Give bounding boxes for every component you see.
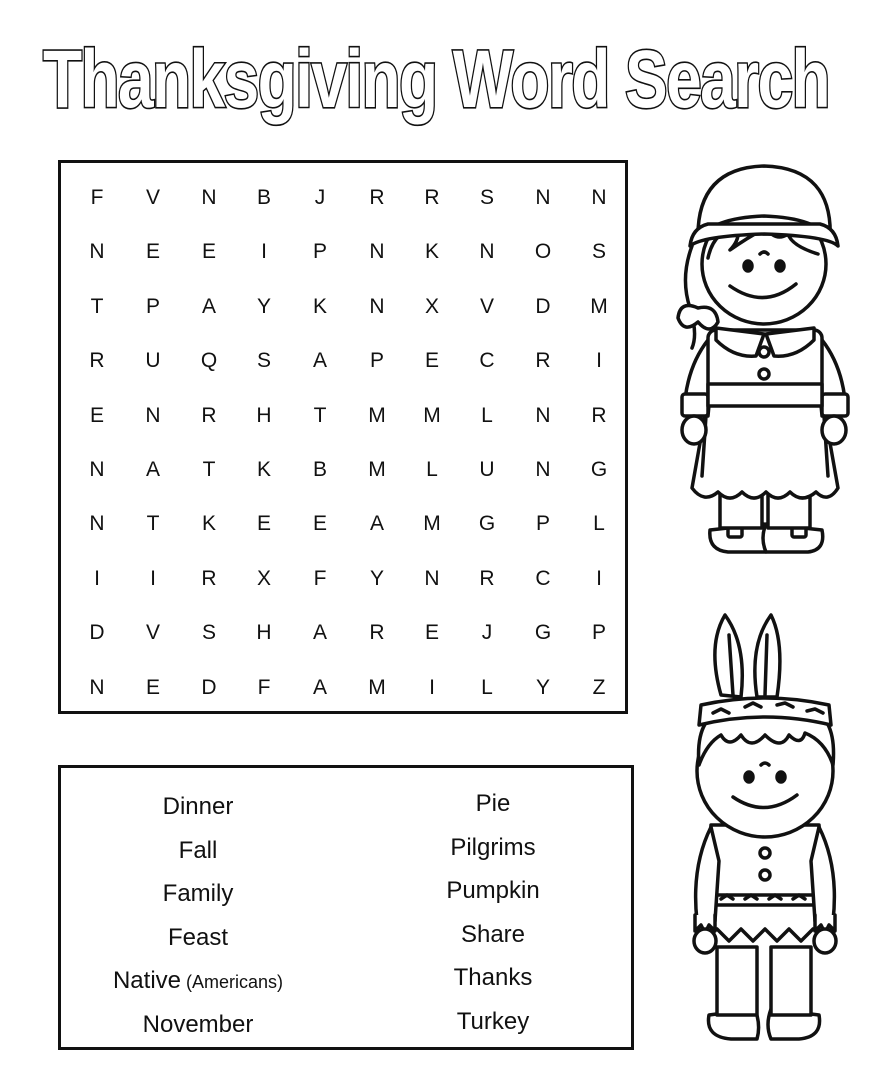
grid-letter: N bbox=[479, 240, 495, 264]
grid-letter: A bbox=[201, 294, 216, 318]
word-list-item bbox=[58, 1003, 338, 1047]
grid-letter: G bbox=[478, 512, 496, 536]
grid-letter: I bbox=[596, 566, 602, 590]
grid-letter: Y bbox=[256, 294, 271, 318]
grid-letter: A bbox=[145, 458, 160, 481]
word-label: Share bbox=[460, 920, 526, 948]
grid-letter: N bbox=[424, 566, 440, 590]
grid-letter: T bbox=[313, 403, 327, 427]
word-list-item bbox=[58, 785, 338, 829]
grid-letter: V bbox=[145, 621, 160, 645]
grid-letter: L bbox=[481, 403, 493, 427]
word-label: Family bbox=[162, 880, 234, 908]
grid-letter: I bbox=[596, 349, 602, 373]
grid-letter: V bbox=[479, 294, 494, 318]
word-label: Fall bbox=[178, 836, 218, 864]
grid-row bbox=[61, 509, 625, 539]
word-label: Thanks bbox=[453, 964, 533, 992]
grid-row bbox=[61, 237, 625, 267]
grid-letter: K bbox=[201, 512, 216, 536]
grid-letter: A bbox=[312, 349, 327, 373]
word-label: Native bbox=[112, 967, 181, 995]
letter-grid bbox=[58, 160, 628, 714]
grid-letter: E bbox=[145, 240, 160, 264]
grid-letter: G bbox=[590, 458, 608, 481]
word-list-right-column bbox=[353, 782, 633, 1044]
grid-letter: D bbox=[89, 621, 105, 645]
grid-letter: C bbox=[479, 349, 495, 373]
grid-letter: I bbox=[150, 566, 156, 590]
grid-letter: E bbox=[89, 403, 104, 427]
grid-row bbox=[61, 618, 625, 648]
grid-row bbox=[61, 673, 625, 703]
grid-letter: K bbox=[424, 240, 439, 264]
grid-letter: P bbox=[591, 621, 606, 645]
word-label: Dinner bbox=[162, 793, 234, 820]
grid-letter: T bbox=[90, 294, 104, 318]
grid-letter: N bbox=[535, 186, 551, 209]
grid-letter: N bbox=[591, 186, 607, 209]
grid-letter: U bbox=[145, 349, 161, 373]
grid-letter: N bbox=[145, 403, 161, 427]
grid-letter: G bbox=[534, 621, 552, 645]
grid-letter: C bbox=[535, 566, 551, 590]
grid-letter: D bbox=[535, 294, 551, 318]
grid-letter: N bbox=[535, 403, 551, 427]
word-list-left-column bbox=[58, 785, 338, 1047]
word-list bbox=[58, 765, 634, 1050]
grid-letter: A bbox=[369, 512, 384, 536]
word-list-item bbox=[353, 782, 633, 826]
grid-row bbox=[61, 346, 625, 376]
grid-letter: X bbox=[424, 294, 439, 318]
grid-row bbox=[61, 564, 625, 594]
grid-row bbox=[61, 455, 625, 485]
grid-row bbox=[61, 292, 625, 322]
grid-letter: Y bbox=[369, 566, 384, 590]
grid-letter: R bbox=[201, 566, 217, 590]
grid-letter: E bbox=[201, 240, 216, 264]
grid-letter: R bbox=[369, 186, 385, 209]
grid-letter: R bbox=[591, 403, 607, 427]
word-list-item bbox=[353, 913, 633, 957]
grid-letter: I bbox=[261, 240, 267, 264]
grid-letter: S bbox=[591, 240, 606, 264]
grid-letter: D bbox=[201, 675, 217, 699]
grid-letter: M bbox=[423, 512, 441, 536]
grid-letter: K bbox=[256, 458, 271, 481]
word-note: (Americans) bbox=[181, 972, 284, 993]
grid-letter: T bbox=[202, 458, 216, 481]
grid-letter: J bbox=[314, 186, 326, 209]
grid-letter: P bbox=[312, 240, 327, 264]
native-boy-illustration bbox=[685, 605, 845, 1045]
grid-letter: L bbox=[426, 458, 438, 481]
word-label: Pie bbox=[475, 790, 511, 817]
word-list-item bbox=[58, 872, 338, 916]
word-list-item bbox=[58, 829, 338, 873]
grid-letter: R bbox=[424, 186, 440, 209]
grid-letter: N bbox=[89, 675, 105, 699]
word-list-item bbox=[353, 1000, 633, 1044]
word-label: November bbox=[142, 1010, 254, 1038]
grid-letter: S bbox=[201, 621, 216, 645]
grid-letter: R bbox=[535, 349, 551, 373]
grid-letter: N bbox=[369, 240, 385, 264]
grid-letter: L bbox=[593, 512, 605, 536]
grid-letter: Y bbox=[535, 675, 550, 699]
grid-row bbox=[61, 401, 625, 431]
grid-letter: B bbox=[256, 186, 271, 209]
grid-letter: M bbox=[590, 294, 608, 318]
grid-letter: M bbox=[423, 403, 441, 427]
grid-letter: H bbox=[256, 403, 272, 427]
grid-letter: Z bbox=[592, 675, 606, 699]
grid-letter: R bbox=[89, 349, 105, 373]
grid-letter: M bbox=[368, 403, 386, 427]
grid-letter: N bbox=[369, 294, 385, 318]
grid-letter: J bbox=[481, 621, 493, 645]
grid-letter: E bbox=[424, 621, 439, 645]
grid-letter: N bbox=[201, 186, 217, 209]
grid-letter: R bbox=[369, 621, 385, 645]
grid-letter: Q bbox=[200, 349, 218, 373]
grid-letter: E bbox=[312, 512, 327, 536]
grid-letter: M bbox=[368, 675, 386, 699]
grid-letter: N bbox=[535, 458, 551, 481]
grid-row bbox=[61, 183, 625, 213]
page-title bbox=[0, 0, 886, 130]
grid-letter: B bbox=[312, 458, 327, 481]
grid-letter: N bbox=[89, 458, 105, 481]
grid-letter: P bbox=[145, 294, 160, 318]
grid-letter: T bbox=[146, 512, 160, 536]
word-label: Pilgrims bbox=[450, 833, 536, 861]
grid-letter: F bbox=[90, 186, 104, 209]
grid-letter: H bbox=[256, 621, 272, 645]
grid-letter: P bbox=[535, 512, 550, 536]
word-list-item bbox=[58, 959, 338, 1003]
grid-letter: O bbox=[534, 240, 552, 264]
word-label: Turkey bbox=[456, 1007, 530, 1035]
grid-letter: E bbox=[424, 349, 439, 373]
grid-letter: M bbox=[368, 458, 386, 481]
grid-letter: U bbox=[479, 458, 495, 481]
grid-letter: F bbox=[313, 566, 327, 590]
grid-letter: S bbox=[256, 349, 271, 373]
word-list-item bbox=[58, 916, 338, 960]
grid-letter: I bbox=[429, 675, 435, 699]
pilgrim-girl-illustration bbox=[668, 158, 858, 560]
grid-letter: E bbox=[256, 512, 271, 536]
word-label: Feast bbox=[167, 923, 229, 951]
grid-letter: F bbox=[257, 675, 271, 699]
grid-letter: L bbox=[481, 675, 493, 699]
grid-letter: A bbox=[312, 621, 327, 645]
grid-letter: R bbox=[479, 566, 495, 590]
page-title-text: Thanksgiving Word Search bbox=[43, 34, 829, 125]
word-list-item bbox=[353, 869, 633, 913]
grid-letter: E bbox=[145, 675, 160, 699]
grid-letter: X bbox=[256, 566, 271, 590]
word-list-item bbox=[353, 826, 633, 870]
grid-letter: R bbox=[201, 403, 217, 427]
grid-letter: N bbox=[89, 240, 105, 264]
grid-letter: K bbox=[312, 294, 327, 318]
word-label: Pumpkin bbox=[446, 877, 540, 905]
grid-letter: P bbox=[369, 349, 384, 373]
grid-letter: A bbox=[312, 675, 327, 699]
word-list-item bbox=[353, 956, 633, 1000]
grid-letter: N bbox=[89, 512, 105, 536]
grid-letter: S bbox=[479, 186, 494, 209]
grid-letter: I bbox=[94, 566, 100, 590]
grid-letter: V bbox=[145, 186, 160, 209]
